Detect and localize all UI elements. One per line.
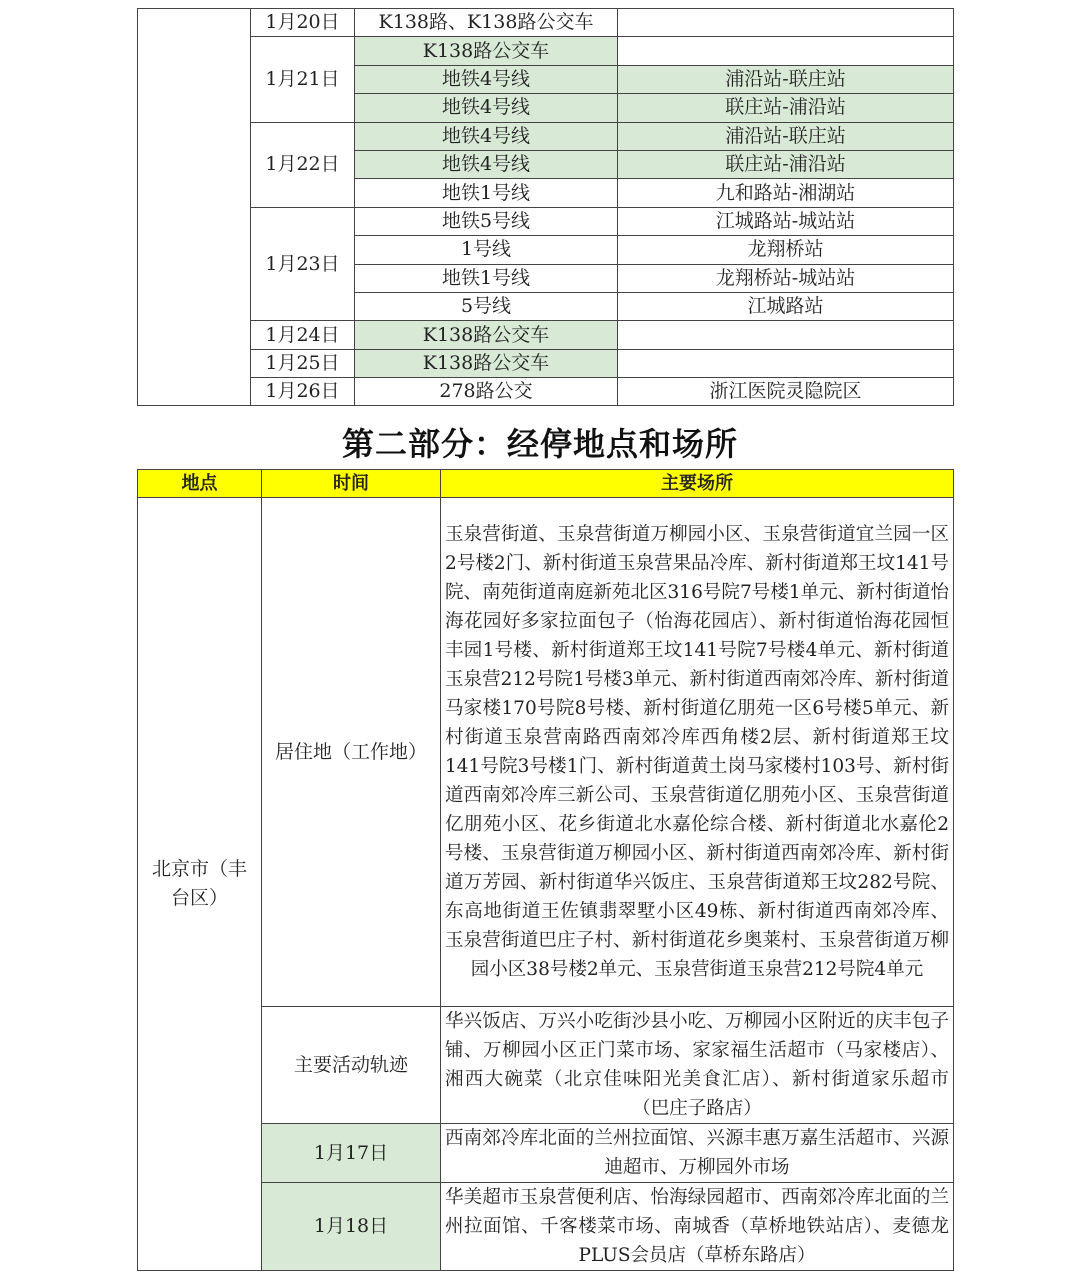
section-cell: 龙翔桥站-城站站: [618, 264, 954, 292]
table-row: [138, 321, 954, 349]
header-row: [138, 470, 954, 498]
section-cell: 龙翔桥站: [618, 236, 954, 264]
transit-cell: 地铁1号线: [355, 179, 618, 207]
table-row: [138, 349, 954, 377]
section-cell: 江城路站-城站站: [618, 207, 954, 235]
date-cell: 1月21日: [251, 37, 355, 122]
date-cell: 1月25日: [251, 349, 355, 377]
table-row: [138, 378, 954, 406]
place-cell: 北京市（丰台区）: [138, 498, 262, 1271]
column-header-place: 地点: [138, 470, 262, 498]
section-cell: 浦沿站-联庄站: [618, 122, 954, 150]
transit-cell: 地铁5号线: [355, 207, 618, 235]
part2-title: 第二部分：经停地点和场所: [341, 425, 738, 463]
section-cell: [618, 37, 954, 65]
time-cell: 主要活动轨迹: [262, 1007, 441, 1124]
section-cell: [618, 321, 954, 349]
section-cell: [618, 9, 954, 37]
transit-cell: K138路公交车: [355, 321, 618, 349]
transit-cell: K138路公交车: [355, 37, 618, 65]
section-cell: 九和路站-湘湖站: [618, 179, 954, 207]
transit-cell: 1号线: [355, 236, 618, 264]
time-cell: 居住地（工作地）: [262, 498, 441, 1007]
venues-cell: 玉泉营街道、玉泉营街道万柳园小区、玉泉营街道宜兰园一区2号楼2门、新村街道玉泉营果品冷库、新村街道郑王坟141号院、南苑街道南庭新苑北区316号院7号楼1单元、新村街道怡海花园好多家拉面包子（怡海花园店）、新村街道怡海花园恒丰园1号楼、新村街道郑王坟141号院7号楼4单元、新村街道玉泉营212号院1号楼3单元、新村街道西南郊冷库、新村街道马家楼170号院8号楼、新村街道亿朋苑一区6号楼5单元、新村街道玉泉营南路西南郊冷库西角楼2层、新村街道郑王坟141号院3号楼1门、新村街道黄土岗马家楼村103号、新村街道西南郊冷库三新公司、玉泉营街道亿朋苑小区、玉泉营街道亿朋苑小区、花乡街道北水嘉伦综合楼、新村街道北水嘉伦2号楼、玉泉营街道万柳园小区、新村街道西南郊冷库、新村街道万芳园、新村街道华兴饭庄、玉泉营街道郑王坟282号院、东高地街道王佐镇翡翠墅小区49栋、新村街道西南郊冷库、玉泉营街道巴庄子村、新村街道花乡奥莱村、玉泉营街道万柳园小区38号楼2单元、玉泉营街道玉泉营212号院4单元: [441, 498, 954, 1007]
date-cell: 1月26日: [251, 378, 355, 406]
venues-cell: 华兴饭店、万兴小吃街沙县小吃、万柳园小区附近的庆丰包子铺、万柳园小区正门菜市场、家家福生活超市（马家楼店）、湘西大碗菜（北京佳味阳光美食汇店）、新村街道家乐超市（巴庄子路店）: [441, 1007, 954, 1124]
date-cell: 1月23日: [251, 207, 355, 321]
transit-cell: 地铁4号线: [355, 65, 618, 93]
time-cell: 1月18日: [262, 1183, 441, 1271]
venues-cell: 西南郊冷库北面的兰州拉面馆、兴源丰惠万嘉生活超市、兴源迪超市、万柳园外市场: [441, 1124, 954, 1183]
section-cell: 浙江医院灵隐院区: [618, 378, 954, 406]
section-cell: 江城路站: [618, 292, 954, 320]
transit-cell: 地铁4号线: [355, 122, 618, 150]
part1-itinerary-table: [137, 8, 954, 406]
table-row: [138, 37, 954, 65]
time-cell: 1月17日: [262, 1124, 441, 1183]
table-row: [138, 9, 954, 37]
transit-cell: 278路公交: [355, 378, 618, 406]
section-cell: 浦沿站-联庄站: [618, 65, 954, 93]
transit-cell: 地铁4号线: [355, 150, 618, 178]
column-header-time: 时间: [262, 470, 441, 498]
table-row: [138, 207, 954, 235]
transit-cell: K138路、K138路公交车: [355, 9, 618, 37]
date-cell: 1月22日: [251, 122, 355, 207]
table-row: [138, 498, 954, 1007]
table-row: [138, 122, 954, 150]
transit-cell: 5号线: [355, 292, 618, 320]
column-header-venues: 主要场所: [441, 470, 954, 498]
section-cell: 联庄站-浦沿站: [618, 94, 954, 122]
section-cell: 联庄站-浦沿站: [618, 150, 954, 178]
date-cell: 1月20日: [251, 9, 355, 37]
transit-cell: K138路公交车: [355, 349, 618, 377]
transit-cell: 地铁4号线: [355, 94, 618, 122]
part2-venues-table: [137, 469, 954, 1271]
part1-blank-cell: [138, 9, 251, 406]
transit-cell: 地铁1号线: [355, 264, 618, 292]
date-cell: 1月24日: [251, 321, 355, 349]
section-cell: [618, 349, 954, 377]
venues-cell: 华美超市玉泉营便利店、怡海绿园超市、西南郊冷库北面的兰州拉面馆、千客楼菜市场、南城香（草桥地铁站店）、麦德龙PLUS会员店（草桥东路店）: [441, 1183, 954, 1271]
